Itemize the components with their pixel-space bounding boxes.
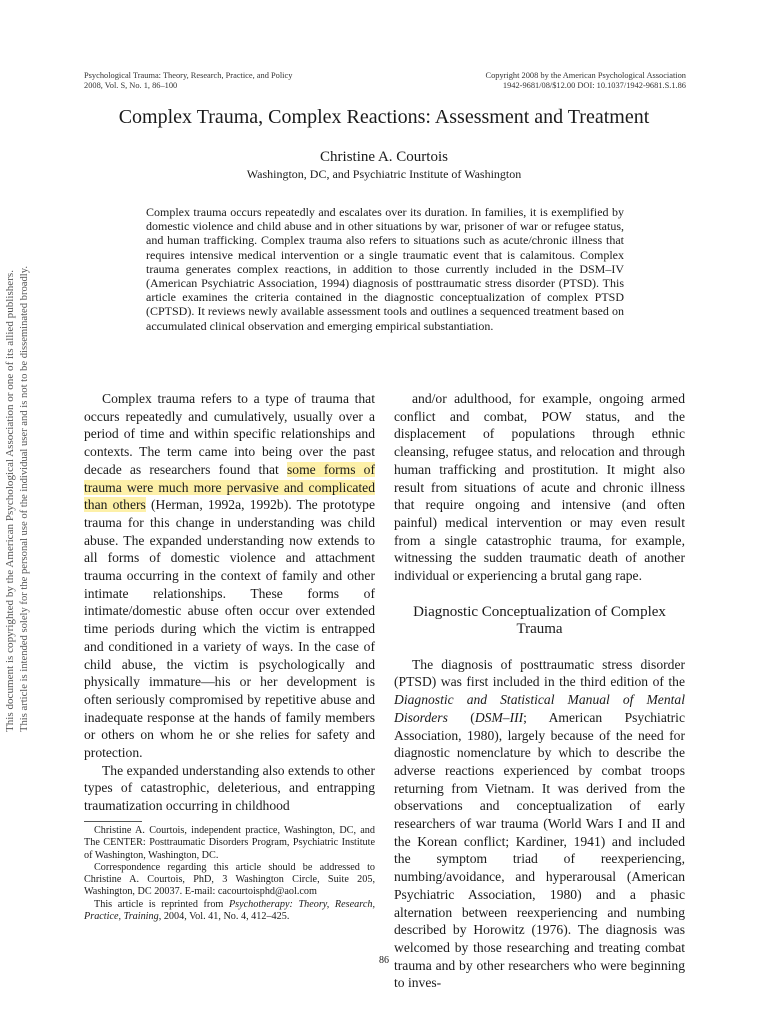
body-text: ( xyxy=(447,709,475,725)
footnote-text: , 2004, Vol. 41, No. 4, 412–425. xyxy=(158,911,290,923)
footnote-divider xyxy=(84,821,142,822)
italic-title: Diagnostic and Statistical Manual of Mental Disorders xyxy=(394,692,685,725)
copyright-side-notice xyxy=(0,262,50,732)
journal-header xyxy=(84,71,292,91)
side-notice-line2: This article is intended solely for the personal use of the individual user and is not to be disseminated broadly. xyxy=(19,270,30,732)
body-paragraph xyxy=(84,390,375,762)
body-paragraph xyxy=(394,656,685,992)
copyright-header xyxy=(485,71,686,91)
journal-volume: 2008, Vol. S, No. 1, 86–100 xyxy=(84,81,178,90)
footnote-italic: Psychotherapy: Theory, Research, Practice, Training xyxy=(84,898,375,923)
right-column xyxy=(394,390,685,992)
left-column xyxy=(84,390,375,815)
highlighted-text[interactable]: some forms of trauma were much more pervasive and complicated than others xyxy=(84,461,375,513)
author-affiliation: Washington, DC, and Psychiatric Institute of Washington xyxy=(246,167,522,181)
journal-name: Psychological Trauma: Theory, Research, Practice, and Policy xyxy=(84,71,293,80)
article-title: Complex Trauma, Complex Reactions: Assessment and Treatment xyxy=(118,106,650,128)
body-paragraph: and/or adulthood, for example, ongoing armed conflict and combat, POW status, and the displacement of populations through ethnic cleansing, refugee status, and relocation and through human trafficking and prostitution. It might also result from situations of acute and chronic illness that require ongoing and intensive (and often painful) medical intervention or may even result from a single catastrophic trauma, for example, witnessing the sudden traumatic death of another individual or experiencing a brutal gang rape. xyxy=(394,391,685,584)
section-heading: Diagnostic Conceptualization of Complex Trauma xyxy=(413,603,666,638)
page-number: 86 xyxy=(379,955,389,966)
footnote-reprint xyxy=(84,899,375,924)
footnote-affiliation: Christine A. Courtois, independent practice, Washington, DC, and The CENTER: Posttraumatic Disorders Program, Psychiatric Institute of Washington, Washington, DC. xyxy=(84,825,375,861)
body-text: The diagnosis of posttraumatic stress disorder (PTSD) was first included in the third edition of the xyxy=(394,656,685,690)
body-text: ; American Psychiatric Association, 1980), largely because of the need for diagnostic nomenclature by which to describe the adverse reactions experienced by combat troops returning from Vietnam. It was derived from the observations and conceptualization of early researchers of war trauma (World Wars I and II and the Korean conflict; Kardiner, 1941) and included the symptom triad of reexperiencing, numbing/avoidance, and hyperarousal (American Psychiatric Association, 1980) and a phasic alternation between reexperiencing and numbing described by Horowitz (1976). The diagnosis was welcomed by those researching and treating combat trauma and by other researchers who were beginning to inves- xyxy=(394,709,685,991)
side-notice-line1: This document is copyrighted by the American Psychological Association or one of its allied publishers. xyxy=(5,294,16,732)
footnotes xyxy=(84,825,375,923)
abstract: Complex trauma occurs repeatedly and escalates over its duration. In families, it is exemplified by domestic violence and child abuse and in other situations by war, prisoner of war or refugee status, and human trafficking. Complex trauma also refers to situations such as acute/chronic illness that requires intensive medical intervention or a single traumatic event that is calamitous. Complex trauma generates complex reactions, in addition to those currently included in the DSM–IV (American Psychiatric Association, 1994) diagnosis of posttraumatic stress disorder (PTSD). This article examines the criteria contained in the diagnostic conceptualization of complex PTSD (CPTSD). It reviews newly available assessment tools and outlines a sequenced treatment based on accumulated clinical observation and emerging empirical substantiation. xyxy=(146,205,624,333)
body-text: Complex trauma refers to a type of trauma that occurs repeatedly and cumulatively, usually over a period of time and within specific relationships and contexts. The term came into being over the past decade as researchers found that xyxy=(84,391,375,477)
author-name: Christine A. Courtois xyxy=(320,149,448,165)
footnote-correspondence: Correspondence regarding this article should be addressed to Christine A. Courtois, PhD, 3 Washington Circle, Suite 205, Washington, DC 20037. E-mail: cacourtoisphd@aol.com xyxy=(84,861,375,898)
copyright-text: Copyright 2008 by the American Psychological Association xyxy=(485,71,686,80)
body-paragraph: The expanded understanding also extends to other types of catastrophic, deleterious, and entrapping traumatization occurring in childhood xyxy=(84,762,375,814)
italic-abbrev: DSM–III xyxy=(474,709,524,725)
body-text: (Herman, 1992a, 1992b). The prototype trauma for this change in understanding was child abuse. The expanded understanding now extends to all forms of domestic violence and attachment trauma occurring in the context of family and other intimate relationships. These forms of intimate/domestic abuse often occur over extended time periods during which the victim is entrapped and conditioned in a variety of ways. In the case of child abuse, the victim is psychologically and physically immature—his or her development is often seriously compromised by repetitive abuse and inadequate response at the hands of family members or others on whom he or she relies for safety and protection. xyxy=(84,497,376,761)
footnote-text: This article is reprinted from xyxy=(94,898,229,910)
doi-text: 1942-9681/08/$12.00 DOI: 10.1037/1942-9681.S.1.86 xyxy=(502,81,686,90)
